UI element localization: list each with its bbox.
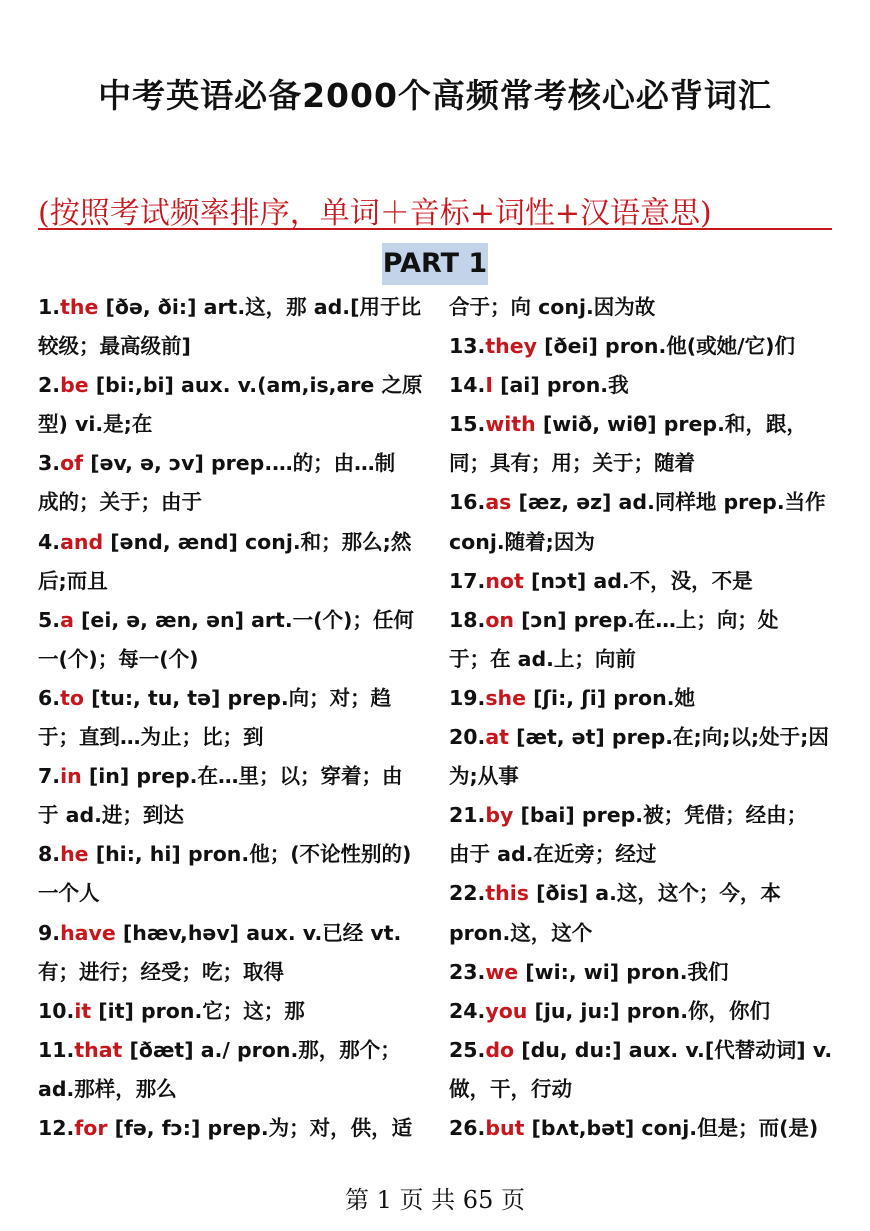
vocab-word: do [485, 1037, 515, 1062]
vocab-line [449, 483, 839, 522]
vocab-line [449, 327, 839, 366]
vocab-text: [hi:, hi] pron.他；(不论性别的) [88, 842, 412, 867]
vocab-text: 于；在 ad.上；向前 [449, 646, 636, 671]
vocab-line [38, 523, 438, 562]
vocab-text: [ənd, ænd] conj.和；那么;然 [103, 529, 412, 554]
vocab-line [449, 562, 839, 601]
vocab-text: 于 ad.进；到达 [38, 803, 184, 828]
vocab-text: 为;从事 [449, 764, 519, 789]
vocab-line [449, 288, 839, 327]
vocab-text: 18. [449, 607, 486, 632]
vocab-text: 6. [38, 685, 61, 710]
vocab-text: [nɔt] ad.不，没，不是 [523, 568, 753, 593]
vocab-word: of [60, 451, 84, 476]
vocab-line [38, 444, 438, 483]
vocab-text: [fə, fɔ:] prep.为；对，供，适 [107, 1115, 413, 1140]
vocab-line [38, 874, 438, 913]
vocab-line [449, 992, 839, 1031]
vocab-line [449, 1109, 839, 1148]
vocab-text: [ðei] pron.他(或她/它)们 [537, 334, 796, 359]
vocab-text: 17. [449, 568, 486, 593]
vocab-line [449, 444, 839, 483]
vocab-text: 24. [449, 998, 486, 1023]
vocab-text: [du, du:] aux. v.[代替动词] v. [514, 1037, 833, 1062]
vocab-text: 26. [449, 1115, 486, 1140]
vocab-text: [in] prep.在…里；以；穿着；由 [81, 764, 403, 789]
vocab-line [38, 1070, 438, 1109]
vocab-text: 7. [38, 764, 61, 789]
vocab-line [38, 757, 438, 796]
vocab-text: 型) vi.是;在 [38, 412, 153, 437]
vocab-text: conj.随着;因为 [449, 529, 595, 554]
vocab-line [449, 718, 839, 757]
vocab-line [38, 992, 438, 1031]
vocab-text: 有；进行；经受；吃；取得 [38, 959, 284, 984]
vocab-text: [hæv,həv] aux. v.已经 vt. [115, 920, 402, 945]
vocab-text: 同；具有；用；关于；随着 [449, 451, 695, 476]
vocab-text: [wi:, wi] pron.我们 [518, 959, 729, 984]
vocab-word: you [485, 998, 528, 1023]
vocab-text: 由于 ad.在近旁；经过 [449, 842, 657, 867]
vocab-word: they [485, 334, 537, 359]
vocab-text: 14. [449, 373, 486, 398]
vocab-text: [it] pron.它；这；那 [91, 998, 305, 1023]
vocab-line [449, 366, 839, 405]
vocab-word: for [74, 1115, 108, 1140]
vocab-text: [æt, ət] prep.在;向;以;处于;因 [508, 725, 829, 750]
vocab-word: be [60, 373, 89, 398]
vocab-text: ad.那样，那么 [38, 1076, 177, 1101]
vocab-line [38, 953, 438, 992]
vocab-text: [ai] pron.我 [492, 373, 629, 398]
vocab-text: [ju, ju:] pron.你，你们 [527, 998, 771, 1023]
vocab-text: 3. [38, 451, 61, 476]
vocab-word: a [60, 607, 74, 632]
vocab-line [449, 1031, 839, 1070]
vocab-text: 2. [38, 373, 61, 398]
vocab-line [449, 796, 839, 835]
vocab-word: but [485, 1115, 525, 1140]
vocab-word: in [60, 764, 82, 789]
vocab-text: pron.这，这个 [449, 920, 593, 945]
vocab-text: [æz, əz] ad.同样地 prep.当作 [511, 490, 826, 515]
part-label: PART 1 [382, 243, 488, 285]
vocab-column-right [449, 288, 839, 1148]
page-footer: 第 1 页 共 65 页 [345, 1186, 525, 1214]
vocab-word: the [60, 295, 99, 319]
vocab-text: [bai] prep.被；凭借；经由； [513, 803, 808, 828]
vocab-word: by [485, 803, 514, 828]
vocab-text: [ei, ə, æn, ən] art.一(个)；任何 [73, 607, 414, 632]
vocab-line [38, 718, 438, 757]
vocab-text: 9. [38, 920, 61, 945]
vocab-word: that [74, 1037, 123, 1062]
vocab-line [449, 640, 839, 679]
vocab-column-left [38, 288, 438, 1148]
vocab-word: it [74, 998, 92, 1023]
vocab-text: 5. [38, 607, 61, 632]
vocab-line [449, 1070, 839, 1109]
vocab-line [38, 562, 438, 601]
vocab-text: 于；直到…为止；比；到 [38, 725, 264, 750]
vocab-line [38, 679, 438, 718]
vocab-line [38, 366, 438, 405]
vocab-line [449, 679, 839, 718]
vocab-line [449, 405, 839, 444]
vocab-text: [bʌt,bət] conj.但是；而(是) [524, 1115, 819, 1140]
vocab-word: not [485, 568, 524, 593]
vocab-text: 11. [38, 1037, 75, 1062]
vocab-line [38, 640, 438, 679]
vocab-text: [ʃi:, ʃi] pron.她 [526, 685, 695, 710]
vocab-line [38, 327, 438, 366]
vocab-text: 后;而且 [38, 568, 108, 593]
vocab-text: 23. [449, 959, 486, 984]
document-subtitle: (按照考试频率排序，单词＋音标+词性+汉语意思) [38, 196, 712, 231]
vocab-text: 10. [38, 998, 75, 1023]
vocab-line [38, 288, 438, 327]
vocab-line [449, 874, 839, 913]
document-title: 中考英语必备2000个高频常考核心必背词汇 [98, 76, 772, 115]
vocab-text: [əv, ə, ɔv] prep.…的；由…制 [83, 451, 396, 476]
vocab-text: 25. [449, 1037, 486, 1062]
vocab-text: [bi:,bi] aux. v.(am,is,are 之原 [88, 373, 423, 398]
vocab-word: as [485, 490, 512, 515]
vocab-text: [ðis] a.这，这个；今，本 [528, 881, 781, 906]
vocab-text: [tu:, tu, tə] prep.向；对；趋 [83, 685, 392, 710]
vocab-text: 16. [449, 490, 486, 515]
vocab-word: and [60, 529, 104, 554]
vocab-word: to [60, 685, 84, 710]
vocab-text: 做，干，行动 [449, 1076, 572, 1101]
vocab-text: 19. [449, 685, 486, 710]
vocab-line [449, 601, 839, 640]
vocab-line [38, 796, 438, 835]
vocab-text: 22. [449, 881, 486, 906]
vocab-text: 8. [38, 842, 61, 867]
vocab-text: [wið, wiθ] prep.和，跟， [535, 412, 807, 437]
vocab-word: on [485, 607, 515, 632]
vocab-text: 一(个)；每一(个) [38, 646, 199, 671]
vocab-word: this [485, 881, 529, 906]
vocab-text: 1. [38, 295, 61, 319]
vocab-line [38, 914, 438, 953]
vocab-word: I [485, 373, 493, 398]
vocab-line [38, 405, 438, 444]
vocab-line [449, 914, 839, 953]
vocab-line [38, 483, 438, 522]
vocab-text: 成的；关于；由于 [38, 490, 202, 515]
vocab-word: she [485, 685, 527, 710]
vocab-text: 20. [449, 725, 486, 750]
vocab-text: [ɔn] prep.在…上；向；处 [514, 607, 779, 632]
vocab-text: 13. [449, 334, 486, 359]
vocab-text: 4. [38, 529, 61, 554]
vocab-text: [ðæt] a./ pron.那，那个； [122, 1037, 401, 1062]
vocab-text: 较级；最高级前] [38, 334, 191, 359]
subtitle-underline [38, 228, 832, 230]
vocab-text: [ðə, ði:] art.这，那 ad.[用于比 [98, 295, 421, 319]
vocab-line [449, 523, 839, 562]
vocab-word: have [60, 920, 116, 945]
vocab-line [449, 757, 839, 796]
vocab-word: he [60, 842, 89, 867]
vocab-line [449, 953, 839, 992]
vocab-line [38, 1109, 438, 1148]
vocab-line [449, 835, 839, 874]
vocab-text: 合于；向 conj.因为故 [449, 295, 656, 319]
vocab-text: 21. [449, 803, 486, 828]
vocab-line [38, 1031, 438, 1070]
vocab-text: 15. [449, 412, 486, 437]
vocab-text: 12. [38, 1115, 75, 1140]
vocab-line [38, 601, 438, 640]
vocab-word: we [485, 959, 519, 984]
vocab-word: with [485, 412, 536, 437]
vocab-text: 一个人 [38, 881, 100, 906]
vocab-word: at [485, 725, 509, 750]
vocab-line [38, 835, 438, 874]
